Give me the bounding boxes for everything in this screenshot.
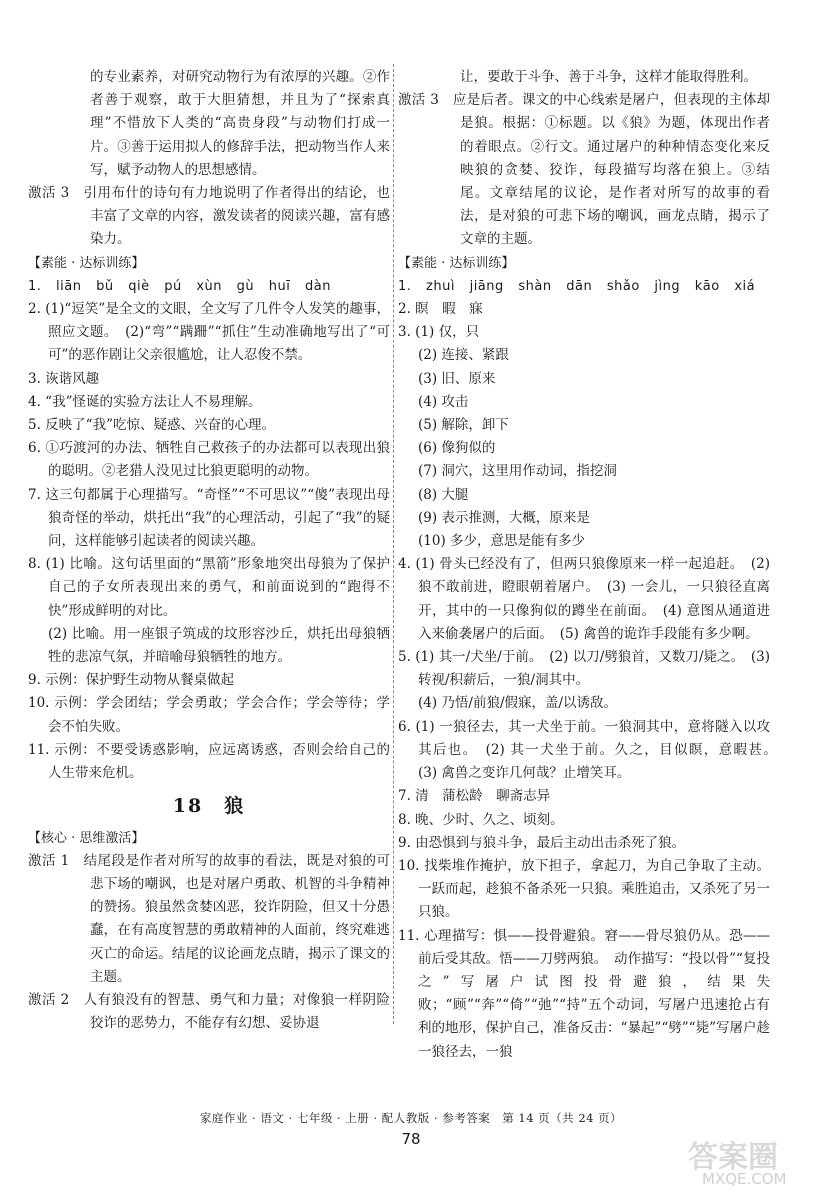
answer-8: 8. 晚、少时、久之、顷刻。 xyxy=(398,811,564,828)
answer-6: 6. (1) 一狼径去，其一犬坐于前。一狼洞其中，意将隧入以攻其后也。 (2) 其一犬坐于前。久之，目似瞑，意暇甚。 (3) 禽兽之变诈几何哉？止增笑耳。 xyxy=(398,718,784,782)
page-number: 78 xyxy=(401,1130,421,1148)
chapter-title: 18 狼 xyxy=(172,795,246,818)
answer-2: 2. 瞑 暇 寐 xyxy=(398,301,483,318)
answer-8-part-2: (2) 比喻。用一座银子筑成的坟形容沙丘，烘托出母狼牺牲的悲凉气氛，并暗喻母狼牺牲的地方。 xyxy=(48,625,390,666)
answer-2: 2. (1)“逗笑”是全文的文眼，全文写了几件令人发笑的趣事，照应文题。 (2)“弯”“蹒跚”“抓住”生动准确地写出了“可可”的恶作剧让父亲很尴尬，让人忍俊不禁。 xyxy=(28,301,390,364)
page-footer: 家庭作业 · 语文 · 七年级 · 上册 · 配人教版 · 参考答案 第 14 页（共 24 页） xyxy=(199,1111,623,1125)
answer-9: 9. 由恐惧到与狼斗争，最后主动出击杀死了狼。 xyxy=(398,834,686,851)
continued-paragraph: 的专业素养，对研究动物行为有浓厚的兴趣。②作者善于观察，敢于大胆猜想，并且为了“探索真理”不惜放下人类的“高贵身段”与动物们打成一片。③善于运用拟人的修辞手法，把动物当作人来写，赋予动物人的思想感情。 xyxy=(90,69,390,178)
answer-3-item: (9) 表示推测，大概，原来是 xyxy=(418,509,590,526)
answer-4: 4. “我”怪诞的实验方法让人不易理解。 xyxy=(28,393,262,410)
activation-3: 激活 3 引用布什的诗句有力地说明了作者得出的结论，也丰富了文章的内容，激发读者的阅读兴趣，富有感染力。 xyxy=(28,185,390,248)
left-column xyxy=(28,66,390,1035)
answer-3-item: (8) 大腿 xyxy=(418,486,469,503)
answer-3-item: (2) 连接、紧跟 xyxy=(418,347,509,364)
section-heading-training: 【素能 · 达标训练】 xyxy=(398,255,515,271)
answer-3-item: (5) 解除，卸下 xyxy=(418,417,509,434)
answer-3-item: (10) 多少，意思是能有多少 xyxy=(418,533,586,550)
answer-5: 5. 反映了“我”吃惊、疑惑、兴奋的心理。 xyxy=(28,417,275,434)
answer-7: 7. 清 蒲松龄 聊斋志异 xyxy=(398,788,551,805)
answer-3-item: (7) 洞穴，这里用作动词，指挖洞 xyxy=(418,463,617,480)
answer-5: 5. (1) 其一/犬坐/于前。 (2) 以刀/劈狼首，又数刀/毙之。 (3) 转视/积薪后，一狼/洞其中。 xyxy=(398,649,770,689)
section-heading-core: 【核心 · 思维激活】 xyxy=(28,830,145,846)
answer-10: 10. 找柴堆作掩护，放下担子，拿起刀，为自己争取了主动。一跃而起，趁狼不备杀死一只狼。乘胜追击，又杀死了另一只狼。 xyxy=(398,857,770,921)
answer-1-pinyin: 1. liān bǔ qiè pú xùn gù huī dàn xyxy=(28,278,331,294)
watermark-text: 答案圈 xyxy=(688,1140,778,1175)
column-divider xyxy=(393,64,394,1024)
right-column xyxy=(398,66,784,1064)
answer-3: 3. 诙谐风趣 xyxy=(28,370,100,387)
activation-2: 激活 2 人有狼没有的智慧、勇气和力量；对像狼一样阴险狡诈的恶势力，不能存有幻想、妥协退 xyxy=(28,991,390,1032)
watermark-url: MXQE.COM xyxy=(702,1170,787,1188)
answer-9: 9. 示例：保护野生动物从餐桌做起 xyxy=(28,672,235,689)
section-heading-training: 【素能 · 达标训练】 xyxy=(28,255,145,271)
watermark-logo xyxy=(688,1132,808,1192)
answer-1-pinyin: 1. zhuì jiāng shàn dān shǎo jìng kāo xiá xyxy=(398,278,756,294)
answer-3-item: (3) 旧、原来 xyxy=(418,370,496,387)
answer-3-item: (4) 攻击 xyxy=(418,393,469,410)
answer-8-part-1: 8. (1) 比喻。这句话里面的“黑箭”形象地突出母狼为了保护自己的子女所表现出来的勇气，和前面说到的“跑得不快”形成鲜明的对比。 xyxy=(28,556,390,619)
answer-6: 6. ①巧渡河的办法、牺牲自己救孩子的办法都可以表现出狼的聪明。②老猎人没见过比狼更聪明的动物。 xyxy=(28,440,390,480)
answer-10: 10. 示例：学会团结；学会勇敢；学会合作；学会等待；学会不怕失败。 xyxy=(28,695,390,735)
activation-3: 激活 3 应是后者。课文的中心线索是屠户，但表现的主体却是狼。根据：①标题。以《狼》为题，体现出作者的着眼点。②行文。通过屠户的种种情态变化来反映狼的贪婪、狡诈，每段描写均落在狼上。③结尾。文章结尾的议论，是作者对所写的故事的看法，是对狼的可悲下场的嘲讽，画龙点睛，揭示了文章的主题。 xyxy=(398,92,770,248)
answer-4: 4. (1) 骨头已经没有了，但两只狼像原来一样一起追赶。 (2) 狼不敢前进，瞪眼朝着屠户。 (3) 一会儿，一只狼径直离开，其中的一只像狗似的蹲坐在前面。 (4) 意图从通道进入来偷袭屠户的后面。 (5) 禽兽的诡诈手段能有多少啊。 xyxy=(398,556,770,642)
answer-11: 11. 心理描写：惧——投骨避狼。窘——骨尽狼仍从。恐——前后受其敌。悟——刀劈两狼。 动作描写：“投以骨”“复投之”写屠户试图投骨避狼，结果失败；“顾”“奔”“倚”“弛”“持”五个动词，写屠户迅速抢占有利的地形，保护自己，准备反击：“暴起”“劈”“毙”写屠户趁一狼径去，一狼 xyxy=(398,927,770,1060)
answer-11: 11. 示例：不要受诱惑影响，应远离诱惑，否则会给自己的人生带来危机。 xyxy=(28,741,390,782)
answer-3-item: 3. (1) 仅，只 xyxy=(398,324,480,341)
answer-7: 7. 这三句都属于心理描写。“奇怪”“不可思议”“傻”表现出母狼奇怪的举动，烘托出“我”的心理活动，引起了“我”的疑问，这样能够引起读者的阅读兴趣。 xyxy=(28,486,390,550)
answer-3-item: (6) 像狗似的 xyxy=(418,440,496,457)
continued-paragraph: 让，要敢于斗争、善于斗争，这样才能取得胜利。 xyxy=(460,69,757,85)
activation-1: 激活 1 结尾段是作者对所写的故事的看法，既是对狼的可悲下场的嘲讽，也是对屠户勇敢、机智的斗争精神的赞扬。狼虽然贪婪凶恶，狡诈阴险，但又十分愚蠢，在有高度智慧的勇敢精神的人面前，终究难逃灭亡的命运。结尾的议论画龙点睛，揭示了课文的主题。 xyxy=(28,852,390,985)
answer-5-part-4: (4) 乃悟/前狼/假寐，盖/以诱敌。 xyxy=(418,695,618,712)
